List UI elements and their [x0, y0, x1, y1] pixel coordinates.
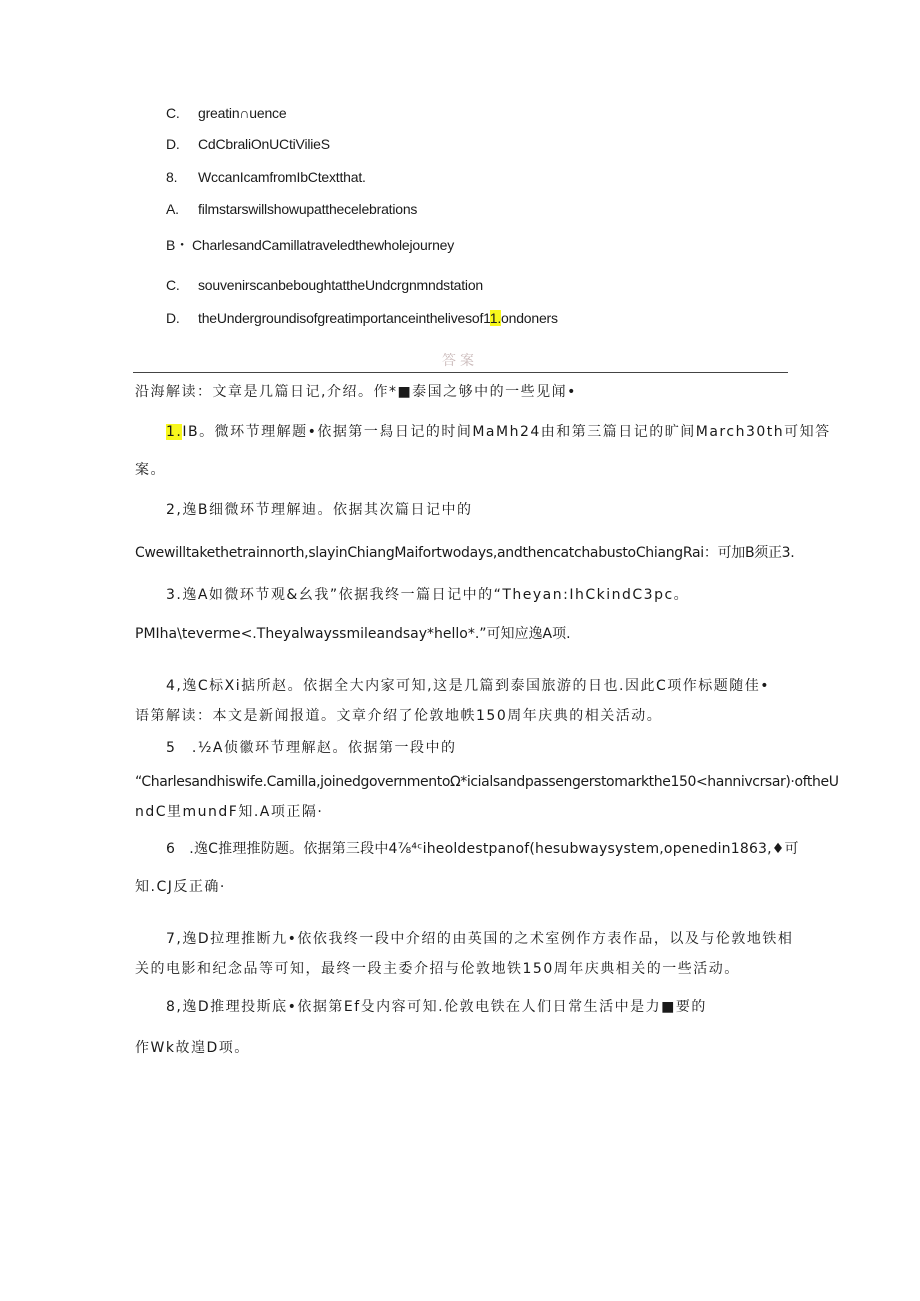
option-text: CdCbraliOnUCtiVilieS — [198, 136, 330, 152]
answer-7: 7,逸D拉理推断九•依依我终一段中介绍的由英国的之术室例作方表作品，以及与伦敦地铁相 — [166, 931, 794, 947]
highlighted-number: 1. — [166, 424, 183, 440]
answer-6-cont: 知.CJ反正确· — [135, 879, 226, 895]
question-text: WccanIcamfromIbCtextthat. — [198, 169, 366, 185]
answer-4: 4,逸C标Xi掂所赵。依据全大内家可知,这是几篇到泰国旅游的日也.因此C项作标题随佳• — [166, 678, 771, 694]
answer-3-cont: PMIha\teverme<.Theyalwayssmileandsay*hello*.”可知应逸A项. — [135, 626, 571, 642]
option-text: souvenirscanbeboughtattheUndcrgnmndstation — [198, 277, 484, 293]
option-label: C. — [166, 277, 180, 293]
option-label: D. — [166, 136, 180, 152]
option-d-7 — [166, 134, 330, 154]
option-label: C. — [166, 105, 180, 121]
analysis-intro: 沿海解读：文章是几篇日记,介绍。作*■泰国之够中的一些见闻• — [135, 384, 577, 400]
answer-6: 6 .逸C推理推防题。依据第三段中4⅞⁴ᶜiheoldestpanof(hesubwaysystem,openedin1863,♦可 — [166, 841, 799, 857]
option-label: A. — [166, 201, 179, 217]
option-c-8 — [166, 275, 483, 295]
option-text-tail: ondoners — [501, 310, 558, 326]
option-text: greatin∩uence — [198, 105, 287, 121]
question-number: 8. — [166, 169, 178, 185]
answer-7-cont: 关的电影和纪念品等可知，最终一段主委介招与伦敦地铁150周年庆典相关的一些活动。 — [135, 961, 740, 977]
option-a-8 — [166, 199, 417, 219]
option-label: B・ — [166, 237, 189, 253]
answer-1-text: IB。微环节理解题•依据第一舄日记的时间MaMh24由和第三篇日记的旷间March30th可知答 — [182, 424, 831, 440]
answer-2: 2,逸B细微环节理解迪。依据其次篇日记中的 — [166, 502, 473, 518]
question-8 — [166, 167, 366, 187]
answer-heading: 答案 — [442, 353, 478, 369]
answer-2-cont: Cwewilltakethetrainnorth,slayinChiangMaifortwodays,andthencatchabustoChiangRai：可加B须正3. — [135, 545, 795, 561]
option-c-7 — [166, 103, 286, 123]
answer-3: 3.逸A如微环节观&幺我”依据我终一篇日记中的“Theyan:IhCkindC3pc。 — [166, 587, 690, 603]
option-text: filmstarswillshowupatthecelebrations — [198, 201, 418, 217]
answer-8: 8,逸D推理投斯底•依据第Ef殳内容可知.伦敦电铁在人们日常生活中是力■要的 — [166, 999, 707, 1015]
answer-5-cont2: ndC里mundF知.A项正隔· — [135, 804, 324, 820]
option-d-8 — [166, 308, 558, 328]
option-label: D. — [166, 310, 180, 326]
option-text: theUndergroundisofgreatimportanceinthelivesof1 — [198, 310, 490, 326]
answer-1-cont: 案。 — [135, 462, 166, 478]
answer-5-cont: “Charlesandhiswife.Camilla,joinedgovernmentoΩ*icialsandpassengerstomarkthe150<hannivcrsar)·oftheU — [135, 774, 839, 790]
highlighted-text: 1. — [489, 310, 502, 326]
option-b-8 — [166, 235, 454, 255]
answer-8-cont: 作Wk故遑D项。 — [135, 1040, 250, 1056]
divider — [133, 372, 788, 373]
passage-b-summary: 语第解读：本文是新闻报道。文章介绍了伦敦地帙150周年庆典的相关活动。 — [135, 708, 663, 724]
answer-1 — [166, 422, 831, 442]
option-text: CharlesandCamillatraveledthewholejourney — [192, 237, 455, 253]
answer-5: 5 .½A侦徽环节理解赵。依据第一段中的 — [166, 740, 457, 756]
